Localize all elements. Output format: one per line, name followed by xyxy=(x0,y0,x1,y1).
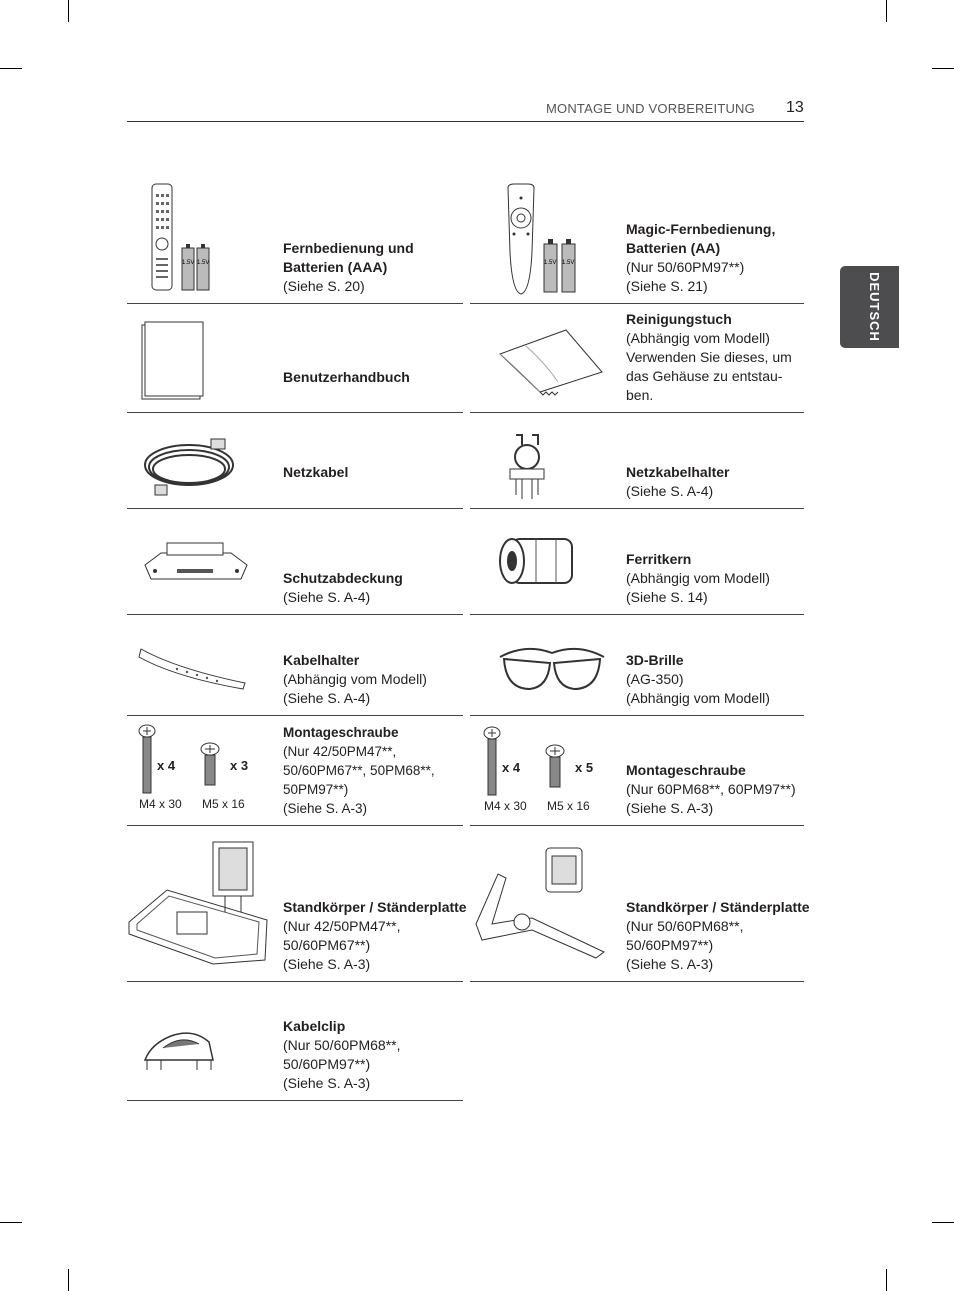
accessory-item xyxy=(127,304,463,413)
battery-label: 1.5V xyxy=(197,260,210,266)
item-note: (Siehe S. 14) xyxy=(626,589,708,605)
cable-holder-icon xyxy=(502,431,552,503)
item-text xyxy=(626,220,810,296)
screw-quantity: x 4 xyxy=(502,760,521,775)
screw-m5-icon xyxy=(544,744,566,790)
screw-size: M4 x 30 xyxy=(484,799,527,813)
item-note: das Gehäuse zu entstau- xyxy=(626,368,783,384)
item-title: Montageschraube xyxy=(283,725,399,740)
accessory-item xyxy=(127,413,463,509)
item-divider xyxy=(470,981,804,982)
protective-cover-icon xyxy=(141,541,251,585)
cable-clip-icon xyxy=(141,1026,217,1076)
item-note: 50PM97**) xyxy=(283,782,349,797)
item-note: (Nur 50/60PM97**) xyxy=(626,259,745,275)
item-text xyxy=(626,463,810,501)
item-title: Netzkabel xyxy=(283,464,349,480)
accessory-item xyxy=(470,716,804,826)
screw-size: M4 x 30 xyxy=(139,797,182,811)
ferrite-core-icon xyxy=(496,529,582,595)
item-note: (Siehe S. A-4) xyxy=(283,690,371,706)
item-note: (Nur 60PM68**, 60PM97**) xyxy=(626,781,796,797)
item-note: (Siehe S. 20) xyxy=(283,278,365,294)
accessory-item xyxy=(127,716,463,826)
magic-remote-icon xyxy=(504,182,604,297)
3d-glasses-icon xyxy=(496,629,608,703)
cable-tie-icon xyxy=(137,643,249,693)
item-note: (Abhängig vom Modell) xyxy=(626,330,770,346)
crop-mark xyxy=(0,1222,22,1223)
item-text xyxy=(283,1017,467,1093)
item-title: Magic-Fernbedienung, Batterien (AA) xyxy=(626,221,776,256)
item-title: Netzkabelhalter xyxy=(626,464,730,480)
crop-mark xyxy=(68,1269,69,1291)
item-note: (Siehe S. A-3) xyxy=(626,800,714,816)
item-title: Standkörper / Ständerplatte xyxy=(283,899,467,915)
page-number: 13 xyxy=(786,99,804,116)
item-text xyxy=(283,463,467,482)
cleaning-cloth-icon xyxy=(496,324,606,396)
language-tab xyxy=(840,266,899,348)
item-note: (Siehe S. A-3) xyxy=(283,1075,371,1091)
item-note: (Siehe S. A-3) xyxy=(626,956,714,972)
item-title: 3D-Brille xyxy=(626,652,684,668)
screw-quantity: x 4 xyxy=(157,758,176,773)
item-title: Montageschraube xyxy=(626,762,746,778)
item-text xyxy=(626,310,810,405)
item-note: 50/60PM97**) xyxy=(626,937,714,953)
item-note: (Nur 42/50PM47**, xyxy=(283,918,401,934)
screw-m4-icon xyxy=(482,726,502,798)
language-tab-label: DEUTSCH xyxy=(867,272,882,342)
item-note: (Abhängig vom Modell) xyxy=(283,671,427,687)
item-text xyxy=(626,651,810,708)
item-note: (Nur 42/50PM47**, xyxy=(283,744,397,759)
item-note: ben. xyxy=(626,387,654,403)
item-title: Benutzerhandbuch xyxy=(283,369,410,385)
stand-body-icon xyxy=(472,844,610,960)
accessory-item xyxy=(127,509,463,615)
user-manual-icon xyxy=(141,320,205,402)
crop-mark xyxy=(886,0,887,22)
screw-size: M5 x 16 xyxy=(202,797,245,811)
item-note: (Siehe S. A-4) xyxy=(283,589,371,605)
accessory-item xyxy=(470,509,804,615)
battery-label: 1.5V xyxy=(182,260,195,266)
header-rule xyxy=(127,121,804,122)
item-text xyxy=(626,898,810,974)
item-text xyxy=(283,368,467,387)
item-note: (Abhängig vom Modell) xyxy=(626,570,770,586)
item-title: Standkörper / Ständerplatte xyxy=(626,899,810,915)
item-note: (Siehe S. A-3) xyxy=(283,956,371,972)
item-title: Ferritkern xyxy=(626,551,692,567)
item-note: (AG-350) xyxy=(626,671,684,687)
crop-mark xyxy=(932,68,954,69)
item-note: Verwenden Sie dieses, um xyxy=(626,349,792,365)
item-title: Reinigungstuch xyxy=(626,311,732,327)
item-note: (Abhängig vom Modell) xyxy=(626,690,770,706)
remote-control-icon xyxy=(147,182,247,292)
screw-m5-icon xyxy=(199,742,221,788)
accessory-item xyxy=(127,826,467,982)
item-note: (Siehe S. A-3) xyxy=(283,801,368,816)
stand-base-icon xyxy=(127,834,271,970)
section-title: MONTAGE UND VORBEREITUNG xyxy=(546,101,755,116)
item-note: 50/60PM67**, 50PM68**, xyxy=(283,763,435,778)
screw-m4-icon xyxy=(137,724,157,796)
battery-label: 1.5V xyxy=(544,260,557,266)
item-text xyxy=(283,569,467,607)
item-text xyxy=(626,550,810,607)
battery-label: 1.5V xyxy=(562,260,575,266)
item-title: Kabelhalter xyxy=(283,652,360,668)
power-cable-icon xyxy=(141,433,251,503)
item-note: (Siehe S. A-4) xyxy=(626,483,714,499)
accessory-item xyxy=(127,982,463,1101)
item-text xyxy=(283,898,467,974)
accessory-item xyxy=(127,170,463,304)
item-text xyxy=(283,651,467,708)
item-text xyxy=(283,723,467,818)
crop-mark xyxy=(886,1269,887,1291)
accessory-item xyxy=(470,170,804,304)
item-note: (Siehe S. 21) xyxy=(626,278,708,294)
item-note: 50/60PM67**) xyxy=(283,937,371,953)
item-title: Schutzabdeckung xyxy=(283,570,403,586)
item-note: (Nur 50/60PM68**, xyxy=(626,918,744,934)
item-note: 50/60PM97**) xyxy=(283,1056,371,1072)
item-title: Kabelclip xyxy=(283,1018,346,1034)
item-text xyxy=(626,761,804,818)
accessory-item xyxy=(470,304,804,413)
item-title: Fernbedienung und Batterien (AAA) xyxy=(283,240,414,275)
accessory-item xyxy=(127,615,463,716)
crop-mark xyxy=(0,68,22,69)
crop-mark xyxy=(932,1222,954,1223)
item-divider xyxy=(127,1100,463,1101)
screw-quantity: x 3 xyxy=(230,758,249,773)
item-text xyxy=(283,239,467,296)
accessory-item xyxy=(470,413,804,509)
accessory-item xyxy=(470,826,810,982)
screw-quantity: x 5 xyxy=(575,760,594,775)
screw-size: M5 x 16 xyxy=(547,799,590,813)
item-note: (Nur 50/60PM68**, xyxy=(283,1037,401,1053)
accessory-item xyxy=(470,615,804,716)
crop-mark xyxy=(68,0,69,22)
